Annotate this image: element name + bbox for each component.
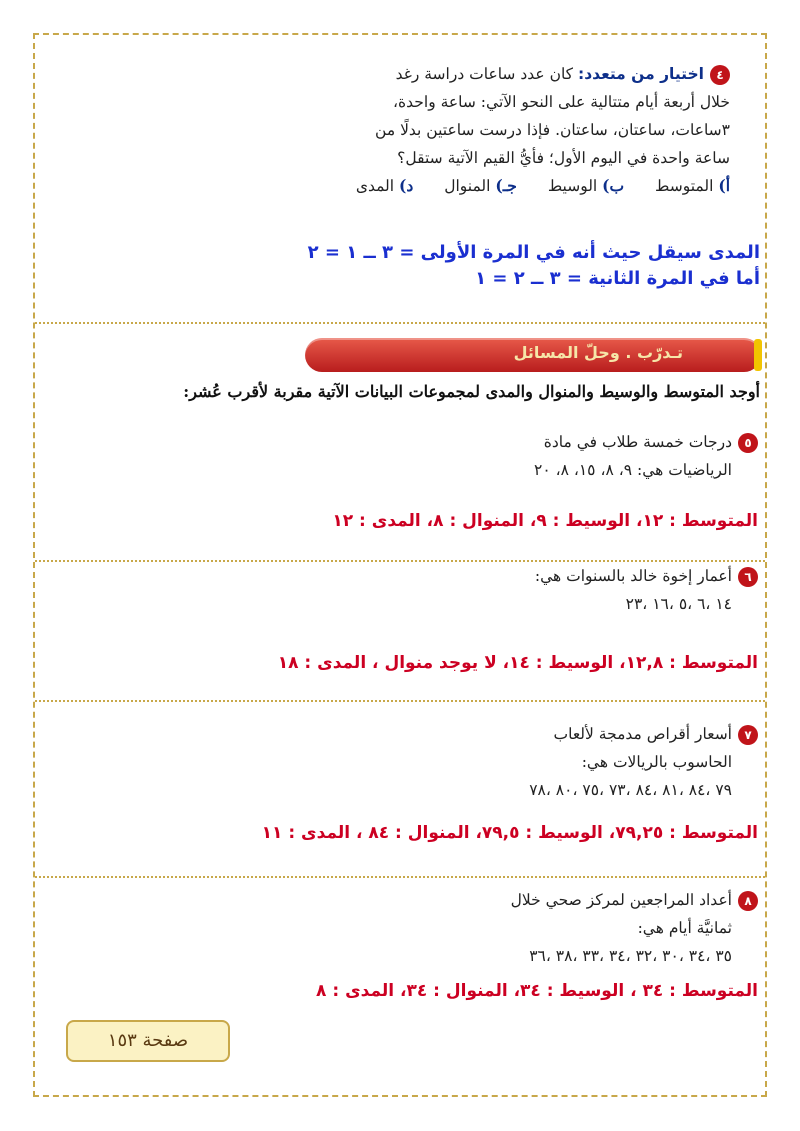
- q6-answer: المتوسط : ١٢,٨، الوسيط : ١٤، لا يوجد منوال ، المدى : ١٨: [277, 653, 758, 673]
- q4-option-a: أ) المتوسط: [655, 176, 730, 195]
- divider: [35, 322, 765, 324]
- q4-number-badge: ٤: [710, 65, 730, 85]
- q8-number-badge: ٨: [738, 891, 758, 911]
- q7-text-2: الحاسوب بالريالات هي:: [581, 753, 732, 771]
- q4-title: اختيار من متعدد:: [578, 65, 704, 83]
- q4-line1: [310, 60, 730, 88]
- q5-text-2: الرياضيات هي: ٩، ٨، ١٥، ٨، ٢٠: [534, 461, 732, 479]
- section-banner: [305, 338, 761, 372]
- q5-answer: المتوسط : ١٢، الوسيط : ٩، المنوال : ٨، المدى : ١٢: [332, 511, 758, 531]
- q7-text-3: ٧٩ ،٨٤ ،٨١ ،٨٤ ،٧٣ ،٧٥ ،٨٠ ،٧٨: [529, 781, 732, 799]
- q4-text-4: ساعة واحدة في اليوم الأول؛ فأيُّ القيم الآتية ستقل؟: [397, 149, 730, 167]
- question-5: [258, 428, 758, 484]
- q8-text-1: أعداد المراجعين لمركز صحي خلال: [510, 891, 732, 909]
- question-4: [310, 60, 730, 200]
- question-8: [258, 886, 758, 970]
- q6-number-badge: ٦: [738, 567, 758, 587]
- q4-answer-line2: أما في المرة الثانية = ٣ ــ ٢ = ١: [475, 268, 760, 289]
- q7-answer: المتوسط : ٧٩,٢٥، الوسيط : ٧٩,٥، المنوال : ٨٤ ، المدى : ١١: [261, 823, 758, 843]
- q6-text-2: ١٤ ،٦ ،٥ ،١٦ ،٢٣: [625, 595, 732, 613]
- q4-text-2: خلال أربعة أيام متتالية على النحو الآتي: ساعة واحدة،: [393, 93, 730, 111]
- q4-option-b: ب) الوسيط: [547, 176, 625, 195]
- q4-answer: [40, 240, 760, 292]
- q4-text-3: ٣ساعات، ساعتان، ساعتان. فإذا درست ساعتين بدلًا من: [375, 121, 730, 139]
- banner-arrow-icon: [754, 339, 762, 371]
- section-instruction: أوجد المتوسط والوسيط والمنوال والمدى لمجموعات البيانات الآتية مقربة لأقرب عُشر:: [183, 382, 760, 401]
- question-6: [258, 562, 758, 618]
- q4-answer-line1: المدى سيقل حيث أنه في المرة الأولى = ٣ ــ ١ = ٢: [307, 242, 760, 263]
- question-7: [258, 720, 758, 804]
- divider: [35, 700, 765, 702]
- q7-text-1: أسعار أقراص مدمجة لألعاب: [553, 725, 732, 743]
- q4-options: [310, 172, 730, 200]
- divider: [35, 876, 765, 878]
- section-banner-title: تـدرّب . وحلّ المسائل: [513, 343, 683, 362]
- q8-text-3: ٣٥ ،٣٤ ،٣٠ ،٣٢ ،٣٤ ،٣٣ ،٣٨ ،٣٦: [529, 947, 732, 965]
- q5-number-badge: ٥: [738, 433, 758, 453]
- q7-number-badge: ٧: [738, 725, 758, 745]
- q6-text-1: أعمار إخوة خالد بالسنوات هي:: [534, 567, 732, 585]
- q5-text-1: درجات خمسة طلاب في مادة: [543, 433, 732, 451]
- page-number-badge: صفحة ١٥٣: [66, 1020, 230, 1062]
- q8-answer: المتوسط : ٣٤ ، الوسيط : ٣٤، المنوال : ٣٤، المدى : ٨: [316, 981, 758, 1001]
- q4-option-c: جـ) المنوال: [444, 176, 517, 195]
- q4-option-d: د) المدى: [355, 176, 414, 195]
- q4-text-1: كان عدد ساعات دراسة رغد: [395, 65, 574, 83]
- q8-text-2: ثمانيَّة أيام هي:: [637, 919, 732, 937]
